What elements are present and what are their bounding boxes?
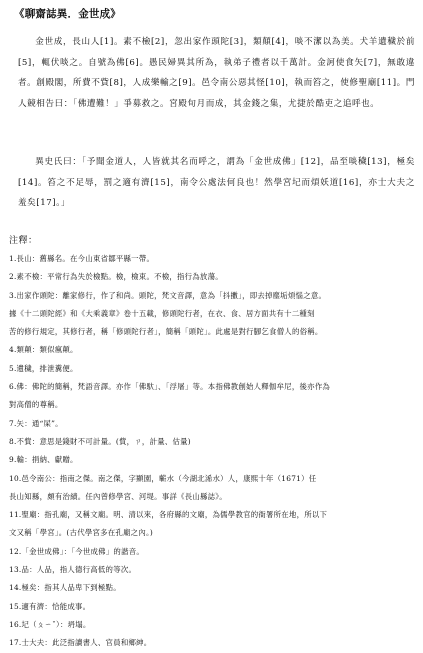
note-line: 4.類顛：類似瘋顛。: [9, 345, 78, 355]
note-line: 8.不貲：意思是錢財不可計量。(貲，ㄗ，計量、估量): [9, 436, 191, 446]
notes-list: [9, 250, 419, 653]
commentary-paragraph: [18, 152, 415, 214]
note-line: 長山知縣，頗有治績。任內曾修學宮、河堤。事詳《長山縣誌》。: [9, 491, 227, 501]
note-line: 7.矢：通“屎”。: [9, 418, 63, 428]
note-line: 苦的修行規定，其修行者，稱「修頭陀行者」，簡稱「頭陀」。此處是對行腳乞食僧人的俗稱。: [9, 327, 323, 337]
note-line: 對高僧的尊稱。: [9, 400, 63, 410]
note-line: 9.輸：捐納、獻贈。: [9, 455, 78, 465]
paragraph-text: 金世成，長山人[1]。素不檢[2]，忽出家作頭陀[3]，類顛[4]，啖不潔以為美。犬羊遺穢於前[5]，輒伏啖之。自號為佛[6]。愚民婦異其所為，執弟子禮者以千萬計。金訶使食矢[7]，無敢違者。創殿閣，所費不貲[8]，人成樂輸之[9]。邑令南公惡其怪[10]，執而笞之，使修聖廟[11]。門人競相告曰：「佛遭難！」爭募救之。宮殿旬月而成，其金錢之集，尤捷於酷吏之追呼也。: [18, 37, 415, 109]
note-line: 3.出家作頭陀：離家修行，作了和尚。頭陀，梵文音譯，意為「抖擻」，即去掉塵垢煩惱之意。: [9, 290, 327, 300]
note-line: 10.邑令南公：指南之傑。南之傑，字顯園，蘄水（今湖北浠水）人，康熙十年（1671）任: [9, 473, 317, 483]
note-line: 1.長山：舊縣名。在今山東省鄒平縣一帶。: [9, 254, 155, 263]
note-line: 15.適有濟：恰能成事。: [9, 601, 91, 611]
note-line: 文又稱「學宮」。(古代學宮多在孔廟之內。): [9, 528, 154, 538]
note-line: 13.品：人品，指人德行高低的等次。: [9, 565, 137, 575]
document-title: 《聊齋誌異．金世成》: [14, 8, 121, 20]
note-line: 5.遺穢，排泄糞便。: [9, 363, 78, 373]
note-line: 6.佛：佛陀的簡稱，梵語音譯。亦作「佛馱」、「浮屠」等。本指佛教創始人釋伽牟尼，後亦作為: [9, 382, 331, 392]
main-text-paragraph: [18, 32, 415, 114]
note-line: 16.圮（ㄆㄧˇ）：坍塌。: [9, 619, 91, 629]
note-line: 12.「金世成佛」：「今世成佛」的諧音。: [9, 546, 144, 556]
paragraph-text: 異史氏曰：「予聞金道人，人皆就其名而呼之，謂為「金世成佛」[12]，品至啖穢[13]，極矣[14]。笞之不足辱，罰之適有濟[15]，南令公處法何良也！然學宮圮而煩妖道[16]，亦士大夫之羞矣[17]。」: [18, 157, 415, 208]
notes-heading: 注釋：: [9, 236, 38, 246]
note-line: 17.士大夫：此泛指讀書人、官員和鄉紳。: [9, 638, 152, 648]
note-line: 14.極矣：指其人品卑下到極點。: [9, 583, 121, 593]
note-line: 據《十二頭陀經》和《大乘義章》卷十五載，修頭陀行者，在衣、食、居方面共有十二種刻: [9, 308, 315, 318]
note-line: 11.聖廟：指孔廟，又稱文廟。明、清以來，各府縣的文廟，為儒學教官的衙署所在地，所以下: [9, 510, 328, 520]
note-line: 2.素不檢：平常行為失於檢點。檢，檢束。不檢，指行為放蕩。: [9, 272, 223, 282]
